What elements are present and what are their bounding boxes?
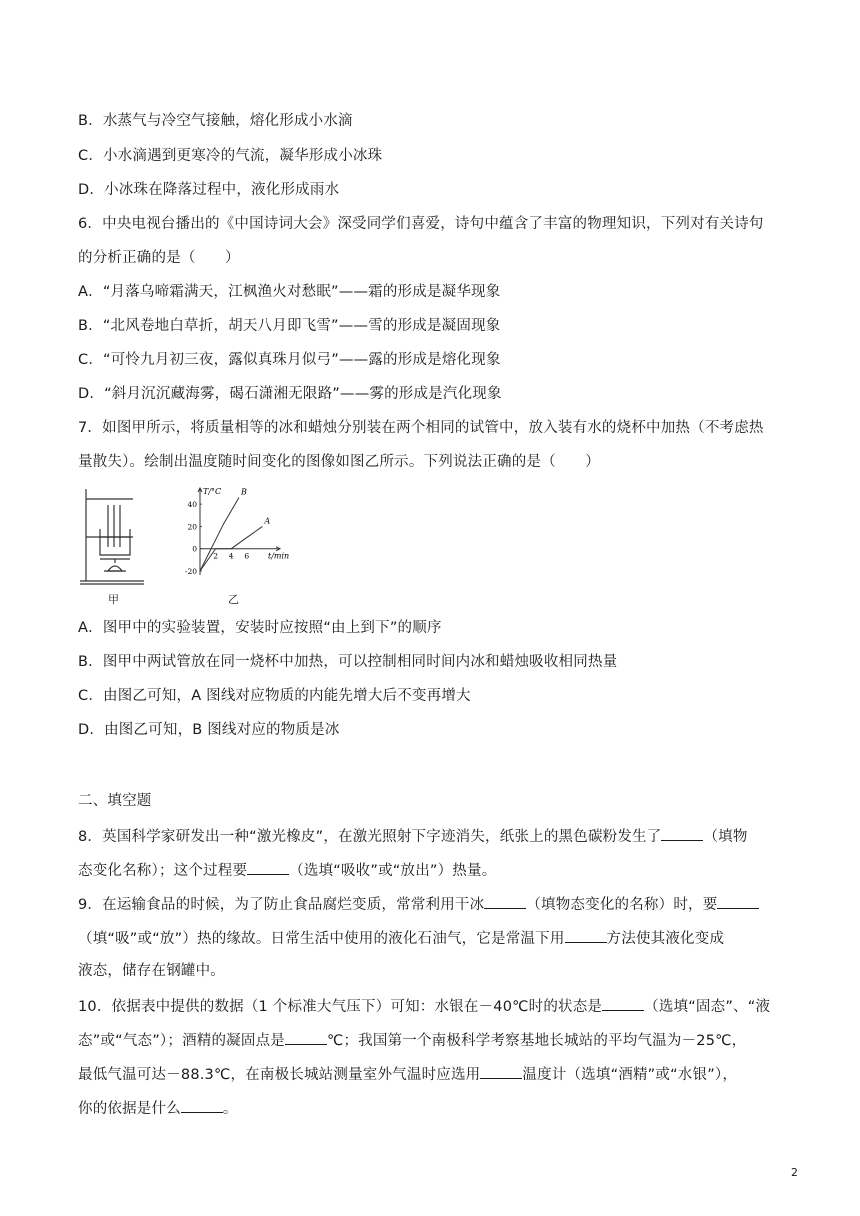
q10-text-7: 你的依据是什么 (78, 1101, 181, 1117)
q9-line3: 液态，储存在钢罐中。 (78, 963, 225, 979)
q10-text-6: 温度计（选填“酒精”或“水银”）， (522, 1067, 738, 1083)
q7-stem-line2: 量散失）。绘制出温度随时间变化的图像如图乙所示。下列说法正确的是（ ） (78, 454, 600, 470)
y-tick-label: 40 (187, 500, 197, 510)
q10-text-5: 最低气温可达－88.3℃，在南极长城站测量室外气温时应选用 (78, 1067, 481, 1083)
q10-blank-3[interactable] (480, 1063, 522, 1079)
y-axis-label: T/°C (203, 487, 222, 496)
q9-text-3: （填“吸”或“放”）热的缘故。日常生活中使用的液化石油气，它是常温下用 (78, 931, 565, 947)
q8-line1 (78, 825, 748, 847)
q10-text-3: 态”或“气态”）；酒精的凝固点是 (78, 1033, 285, 1049)
q8-text-1: 8．英国科学家研发出一种“激光橡皮”，在激光照射下字迹消失，纸张上的黑色碳粉发生了 (78, 829, 662, 845)
q10-text-4: ℃；我国第一个南极科学考察基地长城站的平均气温为－25℃， (327, 1033, 747, 1049)
q9-text-2: （填物态变化的名称）时，要 (526, 897, 718, 913)
q7-figures (78, 487, 318, 605)
q5-option-c: C．小水滴遇到更寒冷的气流，凝华形成小冰珠 (78, 148, 383, 164)
q7-option-c: C．由图乙可知，A 图线对应物质的内能先增大后不变再增大 (78, 688, 471, 704)
apparatus-figure (78, 487, 158, 587)
q10-blank-1[interactable] (602, 995, 644, 1011)
figure-a-caption: 甲 (108, 593, 119, 606)
q10-line4 (78, 1097, 238, 1119)
q8-text-4: （选填“吸收”或“放出”）热量。 (289, 863, 497, 879)
section-title: 二、填空题 (78, 793, 152, 809)
q10-text-1: 10．依据表中提供的数据（1 个标准大气压下）可知：水银在－40℃时的状态是 (78, 999, 603, 1015)
q10-blank-2[interactable] (285, 1029, 327, 1045)
q9-blank-1[interactable] (484, 893, 526, 909)
q7-option-d: D．由图乙可知，B 图线对应的物质是冰 (78, 722, 340, 738)
figure-b-caption: 乙 (228, 593, 239, 606)
q5-option-d: D．小冰珠在降落过程中，液化形成雨水 (78, 182, 340, 198)
temperature-time-chart (178, 485, 308, 587)
q5-option-b: B．水蒸气与冷空气接触，熔化形成小水滴 (78, 113, 353, 129)
q9-text-1: 9．在运输食品的时候，为了防止食品腐烂变质，常常利用干冰 (78, 897, 485, 913)
x-tick-label: 4 (228, 551, 234, 561)
q6-option-a: A．“月落乌啼霜满天，江枫渔火对愁眠”——霜的形成是凝华现象 (78, 284, 501, 300)
q7-option-a: A．图甲中的实验装置，安装时应按照“由上到下”的顺序 (78, 620, 442, 636)
q8-blank-1[interactable] (661, 825, 703, 841)
q8-blank-2[interactable] (247, 859, 289, 875)
series-label-A: A (264, 516, 271, 526)
q9-blank-3[interactable] (565, 927, 607, 943)
x-tick-label: 6 (244, 551, 250, 561)
q10-text-8: 。 (222, 1101, 238, 1117)
page-number: 2 (791, 1166, 798, 1179)
y-tick-label: 20 (187, 522, 197, 532)
x-axis-label: t/min (268, 551, 290, 561)
q6-option-d: D．“斜月沉沉藏海雾，碣石潇湘无限路”——雾的形成是汽化现象 (78, 386, 502, 402)
q8-text-3: 态变化名称）；这个过程要 (78, 863, 248, 879)
q6-stem-line1: 6．中央电视台播出的《中国诗词大会》深受同学们喜爱，诗句中蕴含了丰富的物理知识，下列对有关诗句 (78, 216, 764, 232)
q6-stem-line2: 的分析正确的是（ ） (78, 250, 240, 266)
x-tick-label: 2 (213, 551, 218, 561)
q9-blank-2[interactable] (717, 893, 759, 909)
q10-blank-4[interactable] (181, 1097, 223, 1113)
y-tick-label: 0 (192, 544, 197, 554)
q10-line2 (78, 1029, 746, 1051)
q6-option-c: C．“可怜九月初三夜，露似真珠月似弓”——露的形成是熔化现象 (78, 352, 501, 368)
q10-text-2: （选填“固态”、“液 (644, 999, 771, 1015)
q8-line2 (78, 859, 496, 881)
q8-text-2: （填物 (703, 829, 748, 845)
q9-text-4: 方法使其液化变成 (606, 931, 725, 947)
q9-line1 (78, 893, 759, 915)
q9-line2 (78, 927, 724, 949)
q10-line3 (78, 1063, 737, 1085)
series-label-B: B (241, 487, 247, 497)
q7-stem-line1: 7．如图甲所示，将质量相等的冰和蜡烛分别装在两个相同的试管中，放入装有水的烧杯中加热（不考虑热 (78, 420, 764, 436)
q6-option-b: B．“北风卷地白草折，胡天八月即飞雪”——雪的形成是凝固现象 (78, 318, 501, 334)
q10-line1 (78, 995, 770, 1017)
q7-option-b: B．图甲中两试管放在同一烧杯中加热，可以控制相同时间内冰和蜡烛吸收相同热量 (78, 654, 618, 670)
y-tick-label: -20 (184, 567, 197, 576)
